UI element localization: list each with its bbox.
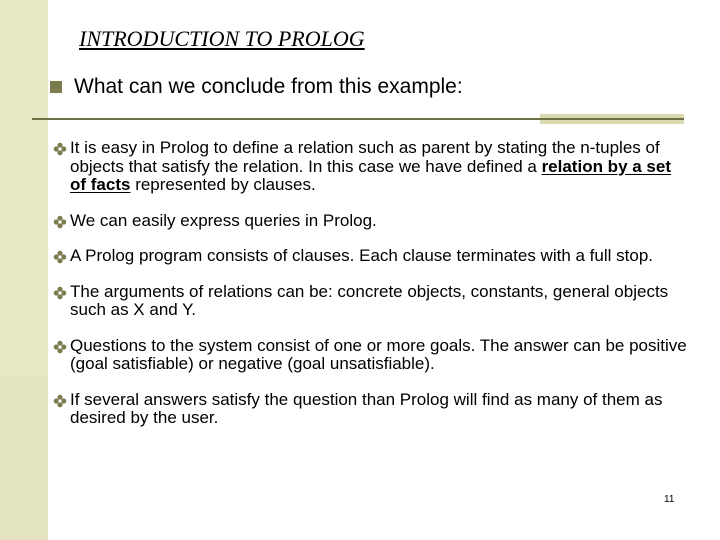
bullet-text: If several answers satisfy the question than Prolog will find as many of them as desired by the user. xyxy=(70,389,663,427)
slide-subtitle: What can we conclude from this example: xyxy=(74,75,463,98)
emphasized-phrase: relation by a set of facts xyxy=(70,156,671,194)
bullet-text: The arguments of relations can be: concrete objects, constants, general objects such as X and Y. xyxy=(70,281,669,319)
bullet-list xyxy=(50,139,690,445)
bullet-text: A Prolog program consists of clauses. Each clause terminates with a full stop. xyxy=(70,246,653,265)
clover-diamond-icon xyxy=(50,139,70,156)
clover-diamond-icon xyxy=(50,247,70,264)
list-item xyxy=(50,139,690,195)
divider-rule-right xyxy=(540,118,684,120)
clover-diamond-icon xyxy=(50,283,70,300)
list-item xyxy=(50,337,690,374)
bullet-text: Questions to the system consist of one or more goals. The answer can be positive (goal satisfiable) or negative (goal unsatisfiable). xyxy=(70,335,687,373)
list-item xyxy=(50,283,690,320)
page-number: 11 xyxy=(664,494,675,505)
bullet-text xyxy=(70,139,690,195)
list-item xyxy=(50,247,690,266)
bullet-text-end: represented by clauses. xyxy=(130,175,316,194)
list-item xyxy=(50,212,690,231)
subtitle-row xyxy=(50,74,463,100)
divider-rule xyxy=(32,118,540,120)
clover-diamond-icon xyxy=(50,212,70,229)
left-decorative-strip-bottom xyxy=(0,376,48,540)
clover-diamond-icon xyxy=(50,337,70,354)
bullet-text: We can easily express queries in Prolog. xyxy=(70,210,377,230)
clover-diamond-icon xyxy=(50,391,70,408)
list-item xyxy=(50,391,690,428)
square-bullet-icon xyxy=(50,81,62,93)
bullet-text-start: It is easy in Prolog to define a relation such as parent by stating the n-tuples of objects that satisfy the relation. In this case we have defined a xyxy=(70,138,660,176)
slide-title: INTRODUCTION TO PROLOG xyxy=(79,26,365,51)
